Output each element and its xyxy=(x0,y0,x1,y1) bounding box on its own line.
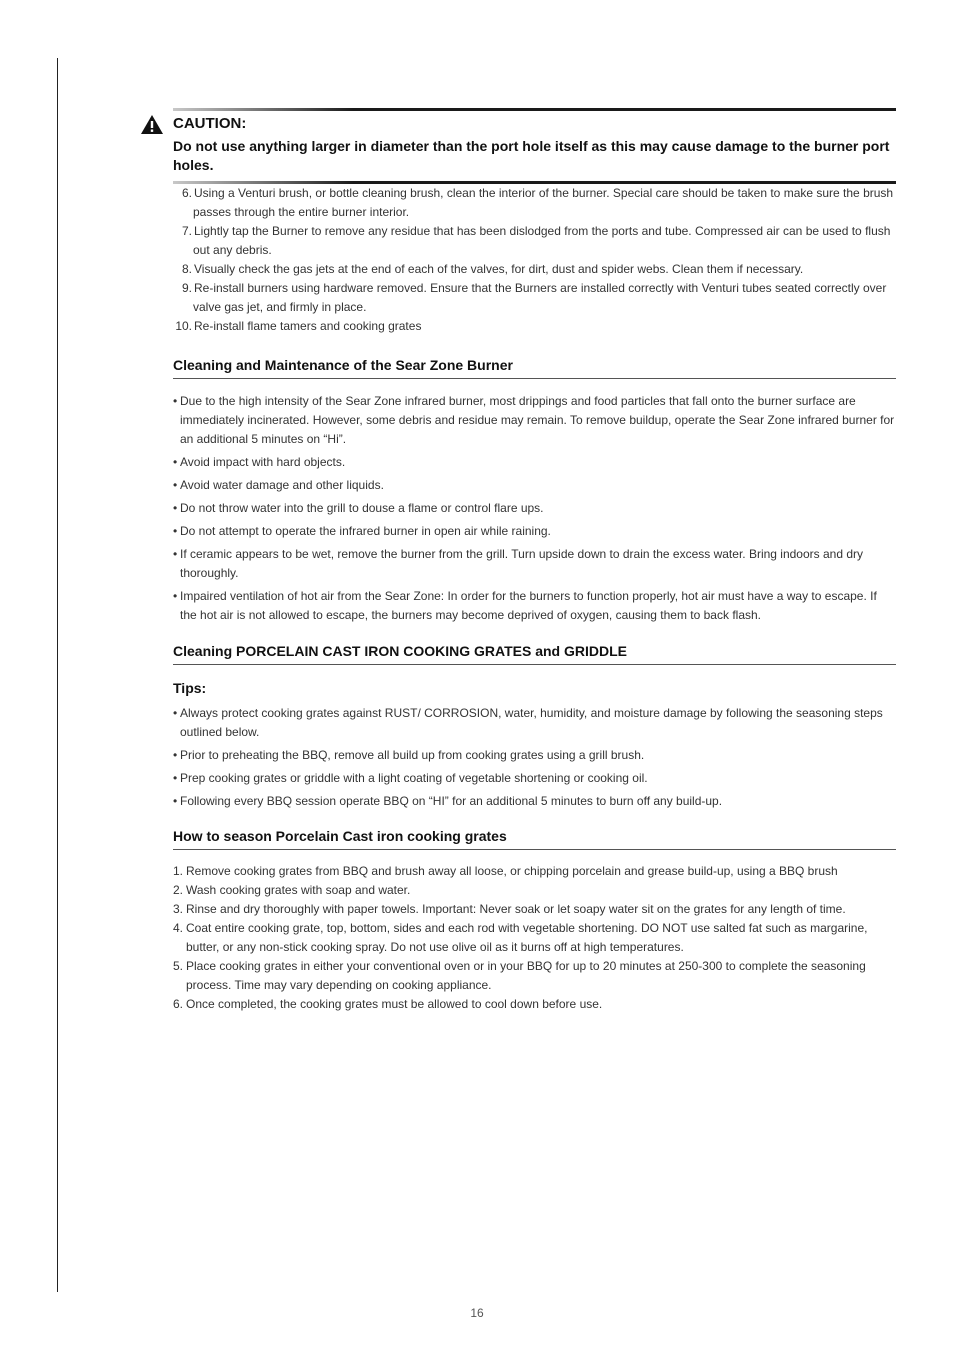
tips-label: Tips: xyxy=(173,680,207,696)
list-item: • Always protect cooking grates against RUST/ CORROSION, water, humidity, and moisture damage by following the seasoning steps outlined below. xyxy=(173,704,896,742)
season-steps-list xyxy=(173,862,896,1014)
list-item: • Impaired ventilation of hot air from the Sear Zone: In order for the burners to function properly, hot air must have a way to escape. If the hot air is not allowed to escape, the burners may become deprived of oxygen, causing them to back flash. xyxy=(173,587,896,625)
list-item: • Do not throw water into the grill to douse a flame or control flare ups. xyxy=(173,499,896,518)
sear-zone-bullets xyxy=(173,392,896,625)
list-item: 5. Place cooking grates in either your conventional oven or in your BBQ for up to 20 minutes at 250-300 to complete the seasoning process. Time may vary depending on cooking appliance. xyxy=(173,959,866,992)
margin-rule xyxy=(57,58,58,1292)
page-number: 16 xyxy=(470,1306,484,1320)
porcelain-heading: Cleaning PORCELAIN CAST IRON COOKING GRATES and GRIDDLE xyxy=(173,643,896,665)
list-item: • Avoid water damage and other liquids. xyxy=(173,476,896,495)
caution-title: CAUTION: xyxy=(173,115,247,132)
list-item: • Prep cooking grates or griddle with a light coating of vegetable shortening or cooking oil. xyxy=(173,769,896,788)
list-item: • Do not attempt to operate the infrared burner in open air while raining. xyxy=(173,522,896,541)
caution-top-rule xyxy=(173,108,896,111)
list-item: 9. Re-install burners using hardware removed. Ensure that the Burners are installed correctly with Venturi tubes seated correctly over valve gas jet, and firmly in place. xyxy=(181,281,887,314)
list-item: 2. Wash cooking grates with soap and water. xyxy=(173,883,411,897)
warning-icon xyxy=(140,114,164,135)
season-heading: How to season Porcelain Cast iron cooking grates xyxy=(173,828,896,850)
list-item: 3. Rinse and dry thoroughly with paper towels. Important: Never soak or let soapy water sit on the grates for any length of time. xyxy=(173,902,846,916)
list-item: 6. Using a Venturi brush, or bottle cleaning brush, clean the interior of the burner. Special care should be taken to make sure the brush passes through the entire burner interior. xyxy=(181,186,894,219)
burner-steps-list xyxy=(173,184,896,336)
list-item: • Due to the high intensity of the Sear Zone infrared burner, most drippings and food particles that fall onto the burner surface are immediately incinerated. However, some debris and residue may remain. To remove buildup, operate the Sear Zone infrared burner for an additional 5 minutes on “Hi”. xyxy=(173,392,896,449)
list-item: 10. Re-install flame tamers and cooking grates xyxy=(175,319,422,333)
list-item: 7. Lightly tap the Burner to remove any residue that has been dislodged from the ports and tube. Compressed air can be used to flush out any debris. xyxy=(181,224,891,257)
caution-text: Do not use anything larger in diameter than the port hole itself as this may cause damage to the burner port holes. xyxy=(173,138,890,173)
list-item: • If ceramic appears to be wet, remove the burner from the grill. Turn upside down to drain the excess water. Bring indoors and dry thoroughly. xyxy=(173,545,896,583)
caution-box xyxy=(173,108,896,184)
list-item: 1. Remove cooking grates from BBQ and brush away all loose, or chipping porcelain and grease build-up, using a BBQ brush xyxy=(173,864,838,878)
list-item: 6. Once completed, the cooking grates must be allowed to cool down before use. xyxy=(173,997,603,1011)
list-item: 8. Visually check the gas jets at the end of each of the valves, for dirt, dust and spider webs. Clean them if necessary. xyxy=(181,262,804,276)
list-item: • Prior to preheating the BBQ, remove all build up from cooking grates using a grill brush. xyxy=(173,746,896,765)
page-content xyxy=(173,108,896,1014)
list-item: 4. Coat entire cooking grate, top, bottom, sides and each rod with vegetable shortening. DO NOT use salted fat such as margarine, butter, or any non-stick cooking spray. Do not use olive oil as it burns off at high temperatures. xyxy=(173,921,868,954)
sear-zone-heading: Cleaning and Maintenance of the Sear Zone Burner xyxy=(173,357,896,379)
tips-bullets xyxy=(173,704,896,811)
list-item: • Avoid impact with hard objects. xyxy=(173,453,896,472)
list-item: • Following every BBQ session operate BBQ on “HI” for an additional 5 minutes to burn off any build-up. xyxy=(173,792,896,811)
